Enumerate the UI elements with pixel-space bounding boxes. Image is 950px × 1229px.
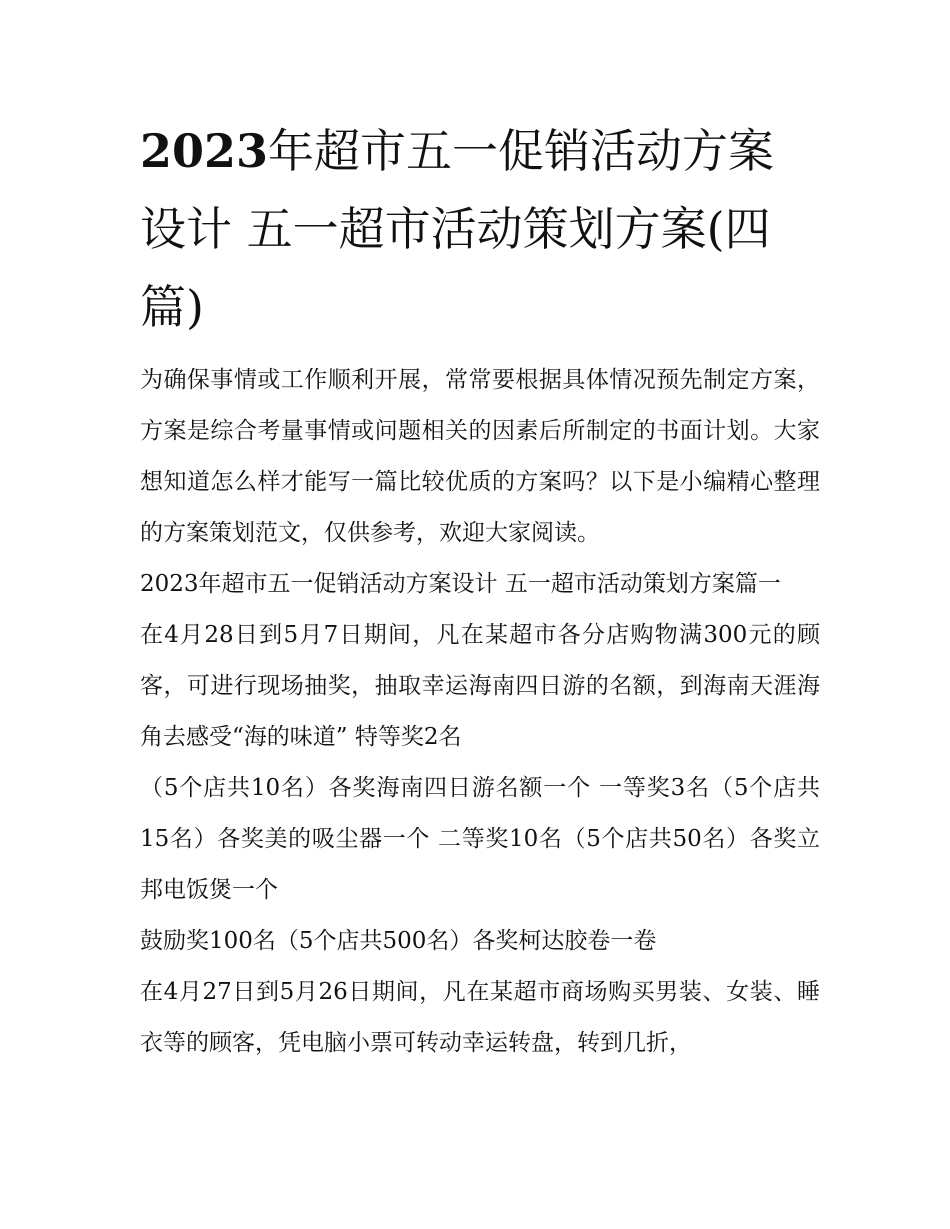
paragraph: （5个店共10名）各奖海南四日游名额一个 一等奖3名（5个店共15名）各奖美的吸尘器一个 二等奖10名（5个店共50名）各奖立邦电饭煲一个 [140, 775, 820, 903]
document-body [140, 355, 820, 1069]
document-title [140, 112, 820, 346]
intro-paragraph: 为确保事情或工作顺利开展，常常要根据具体情况预先制定方案，方案是综合考量事情或问题相关的因素后所制定的书面计划。大家想知道怎么样才能写一篇比较优质的方案吗？以下是小编精心整理的方案策划范文，仅供参考，欢迎大家阅读。 [140, 367, 820, 546]
title-text: 年超市五一促销活动方案设计 五一超市活动策划方案(四篇) [140, 124, 775, 334]
paragraph: 鼓励奖100名（5个店共500名）各奖柯达胶卷一卷 [140, 928, 657, 954]
paragraph: 在4月27日到5月26日期间，凡在某超市商场购买男装、女装、睡衣等的顾客，凭电脑小票可转动幸运转盘，转到几折， [140, 979, 820, 1056]
paragraph: 在4月28日到5月7日期间，凡在某超市各分店购物满300元的顾客，可进行现场抽奖，抽取幸运海南四日游的名额，到海南天涯海角去感受“海的味道” 特等奖2名 [140, 622, 820, 750]
section-heading: 2023年超市五一促销活动方案设计 五一超市活动策划方案篇一 [140, 571, 781, 597]
title-year: 2023 [140, 124, 269, 178]
